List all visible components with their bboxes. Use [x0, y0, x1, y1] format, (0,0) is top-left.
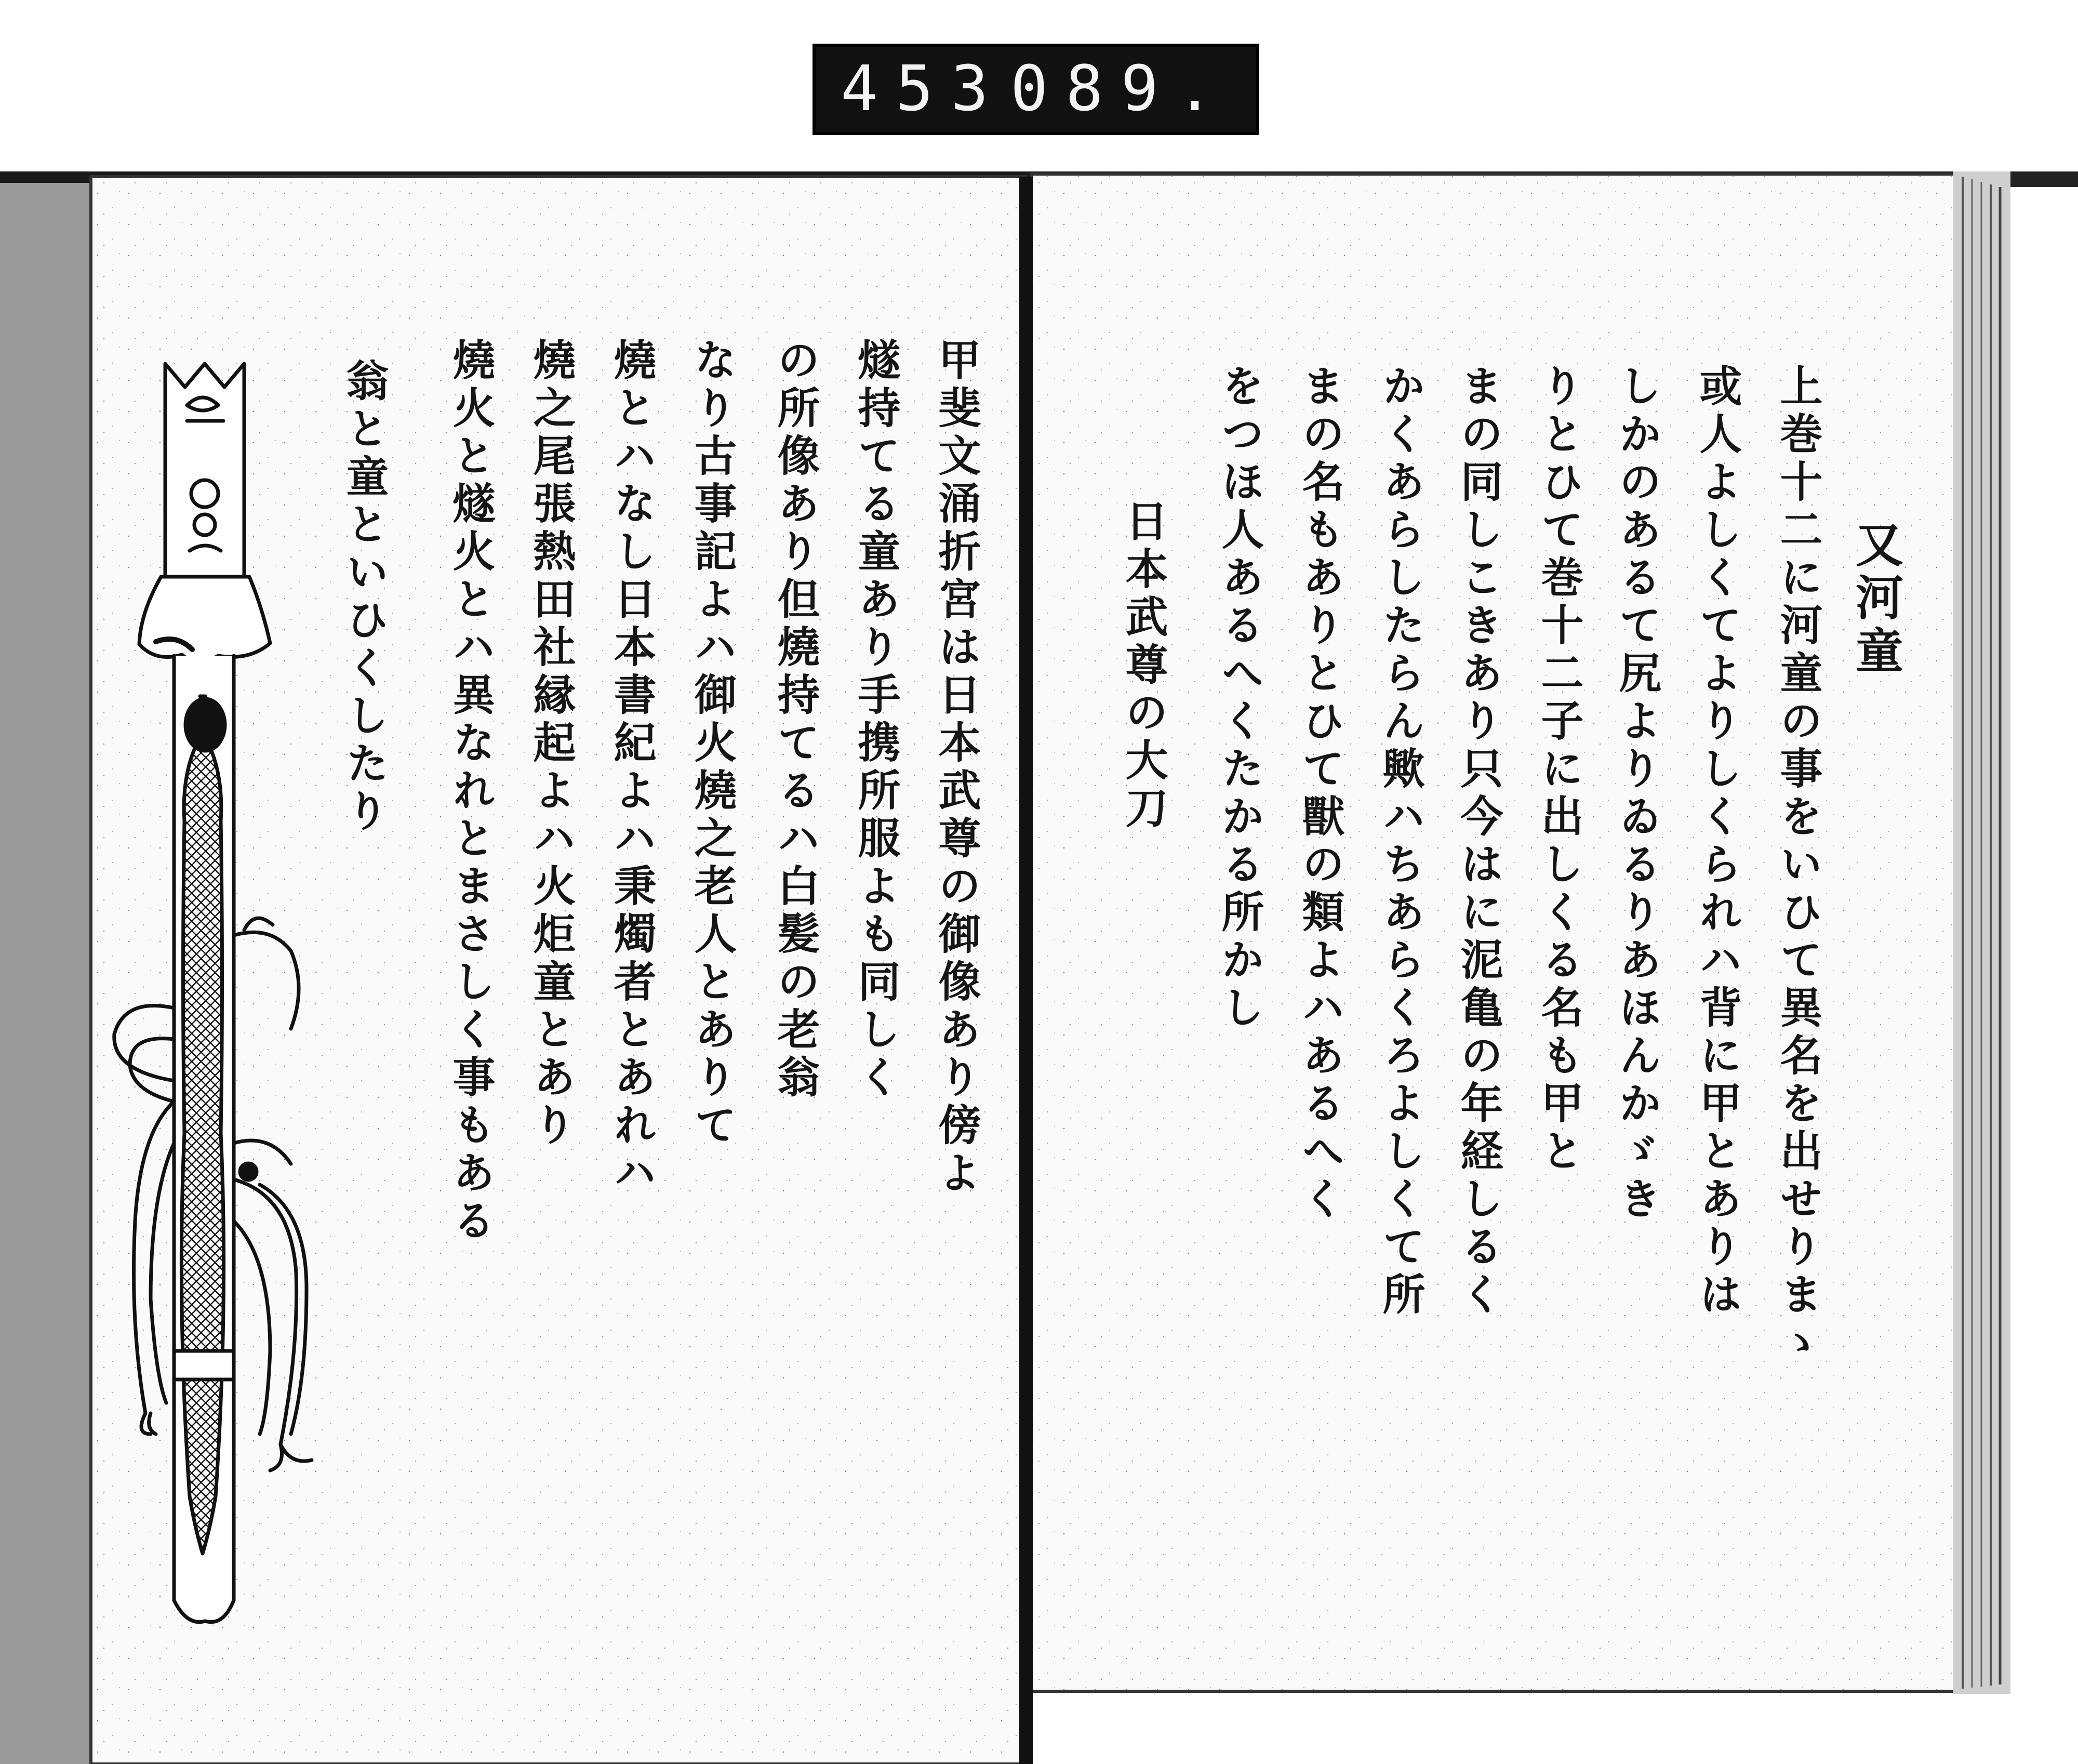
right-col-4: しかのあるて尻よりゐるりあほんかゞき	[1612, 364, 1662, 1224]
right-col-2: 上巻十二に河童の事をいひて異名を出せりまゝ	[1773, 364, 1823, 1368]
left-col-3: の所像あり但燒持てるハ白髪の老翁	[770, 338, 820, 1103]
left-col-1: 甲斐文涌折宮は日本武尊の御像あり傍よ	[931, 338, 981, 1198]
left-col-5: 燒とハなし日本書紀よハ秉燭者とあれハ	[607, 338, 657, 1198]
right-col-5: りとひて巻十二子に出しくる名も甲と	[1534, 364, 1584, 1176]
left-col-8: 翁と童といひくしたり	[339, 359, 389, 837]
left-edge-shadow	[0, 183, 94, 1764]
right-col-10: 日本武尊の大刀	[1118, 499, 1168, 833]
left-col-2: 燧持てる童あり手携所服よも同しく	[851, 338, 901, 1103]
right-col-9: をつほ人あるへくたかる所かし	[1215, 364, 1264, 1033]
left-col-6: 燒之尾張熱田社縁起よハ火炬童とあり	[526, 338, 576, 1150]
left-col-4: なり古事記よハ御火燒之老人とありて	[687, 338, 737, 1150]
reel-number: 453	[841, 53, 1006, 125]
right-col-3: 或人よしくてよりしくられハ背に甲とありは	[1693, 364, 1742, 1320]
book-gutter	[1019, 177, 1033, 1764]
right-col-6: まの同しこきあり只今はに泥亀の年経しるく	[1454, 364, 1503, 1320]
left-col-7: 燒火と燧火とハ異なれとまさしく事もある	[446, 338, 496, 1246]
frame-number: 089.	[1010, 53, 1231, 125]
right-col-1: 又河童	[1848, 520, 1904, 679]
page-edges	[1953, 171, 2078, 1694]
right-col-7: かくあらしたらん歟ハちあらくろよしくて所	[1376, 364, 1426, 1320]
right-col-8: まの名もありとひて獸の類よハあるへく	[1295, 364, 1345, 1224]
